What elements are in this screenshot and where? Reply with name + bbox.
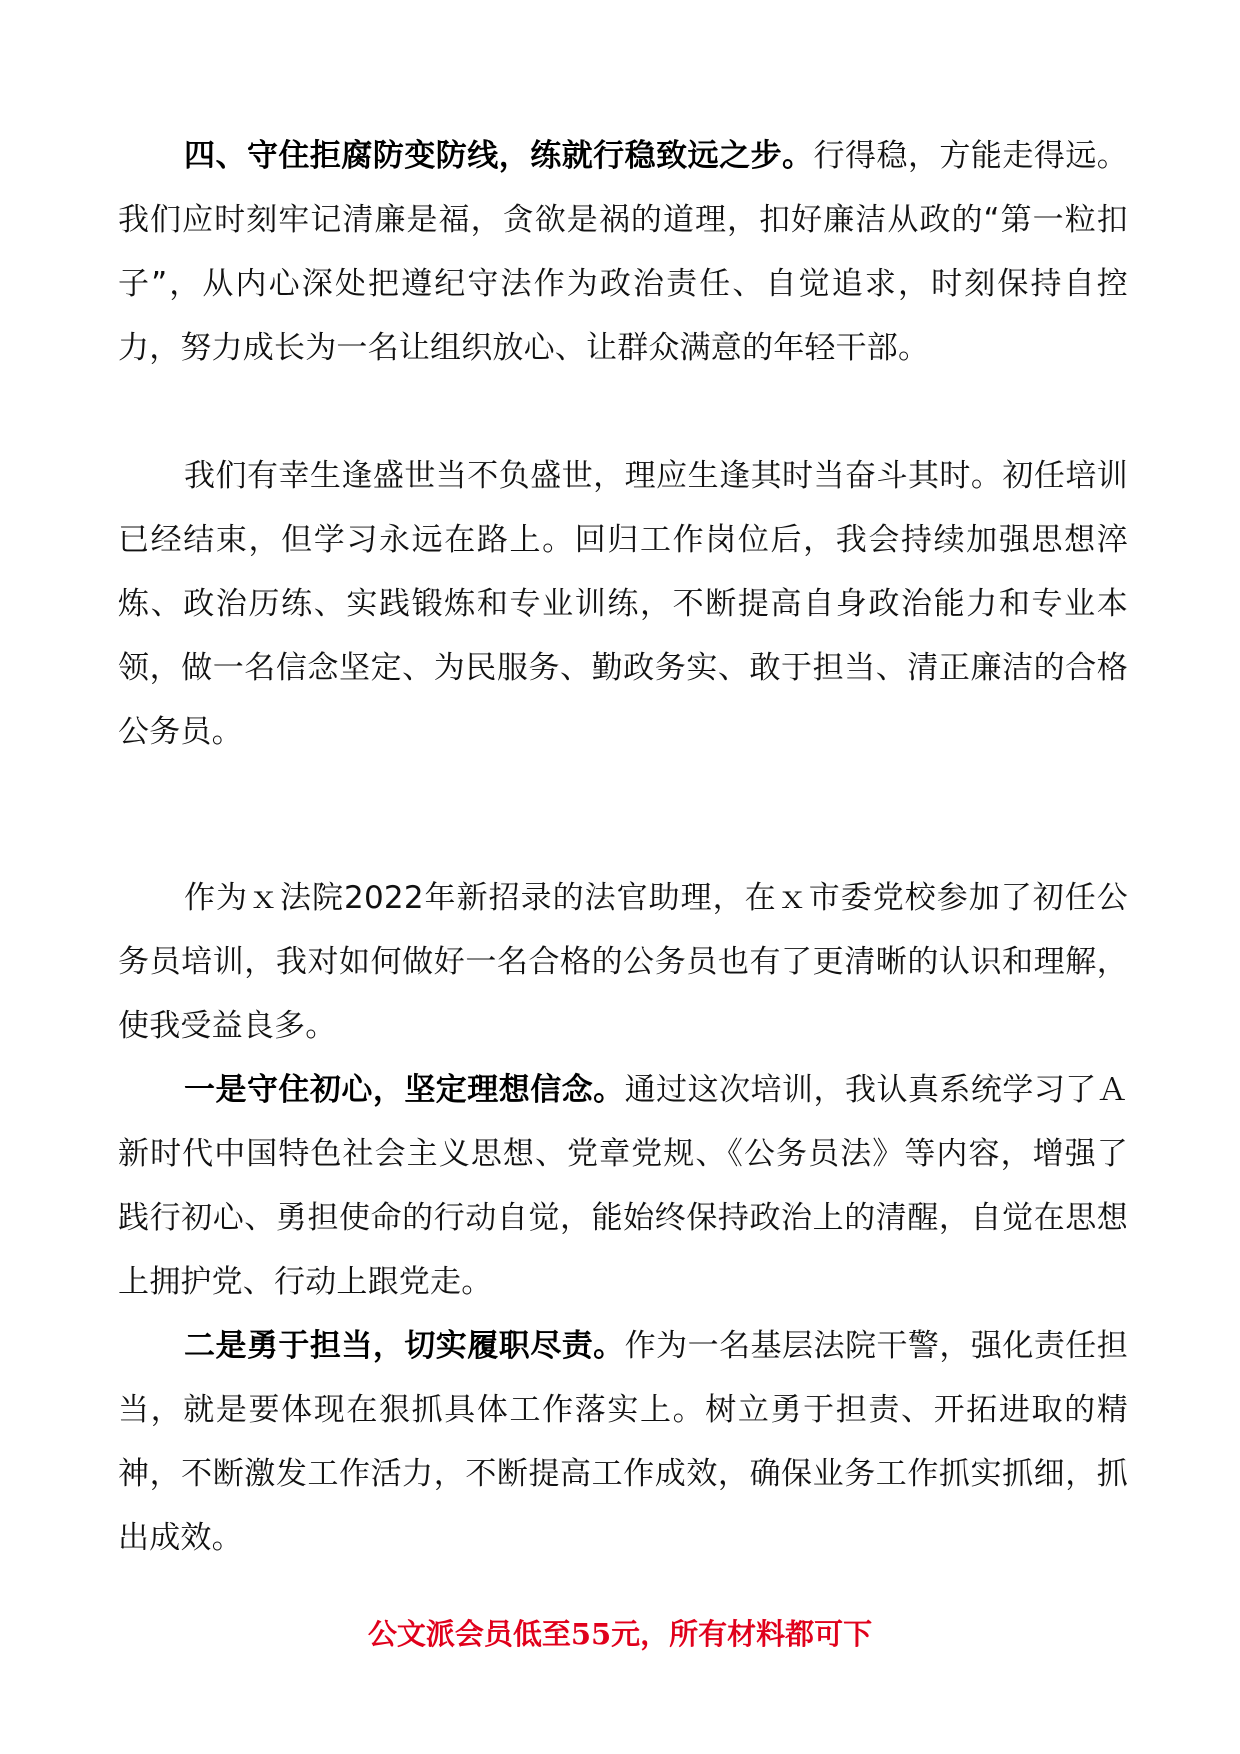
paragraph-conclusion (118, 444, 1128, 764)
paragraph-point-two (118, 1314, 1128, 1570)
paragraph-text: 行得稳，方能走得远。我们应时刻牢记清廉是福，贪欲是祸的道理，扣好廉洁从政的“第一粒扣子”，从内心深处把遵纪守法作为政治责任、自觉追求，时刻保持自控力，努力成长为一名让组织放心、让群众满意的年轻干部。 (118, 138, 1128, 366)
paragraph-lead-bold: 二是勇于担当，切实履职尽责。 (184, 1328, 625, 1364)
promo-footer: 公文派会员低至55元，所有材料都可下 (367, 1617, 873, 1651)
paragraph-text: 通过这次培训，我认真系统学习了Ａ新时代中国特色社会主义思想、党章党规、《公务员法》等内容，增强了践行初心、勇担使命的行动自觉，能始终保持政治上的清醒，自觉在思想上拥护党、行动上跟党走。 (118, 1072, 1128, 1300)
paragraph-intro (118, 866, 1128, 1058)
paragraph-text: 作为一名基层法院干警，强化责任担当，就是要体现在狠抓具体工作落实上。树立勇于担责、开拓进取的精神，不断激发工作活力，不断提高工作成效，确保业务工作抓实抓细，抓出成效。 (118, 1328, 1128, 1556)
paragraph-text: 我们有幸生逢盛世当不负盛世，理应生逢其时当奋斗其时。初任培训已经结束，但学习永远在路上。回归工作岗位后，我会持续加强思想淬炼、政治历练、实践锻炼和专业训练，不断提高自身政治能力和专业本领，做一名信念坚定、为民服务、勤政务实、敢于担当、清正廉洁的合格公务员。 (118, 458, 1128, 750)
paragraph-four-principles (118, 124, 1128, 380)
paragraph-point-one (118, 1058, 1128, 1314)
paragraph-text: 作为ｘ法院2022年新招录的法官助理，在ｘ市委党校参加了初任公务员培训，我对如何做好一名合格的公务员也有了更清晰的认识和理解，使我受益良多。 (118, 880, 1128, 1044)
paragraph-lead-bold: 一是守住初心，坚定理想信念。 (184, 1072, 625, 1108)
paragraph-lead-bold: 四、守住拒腐防变防线，练就行稳致远之步。 (184, 138, 814, 174)
